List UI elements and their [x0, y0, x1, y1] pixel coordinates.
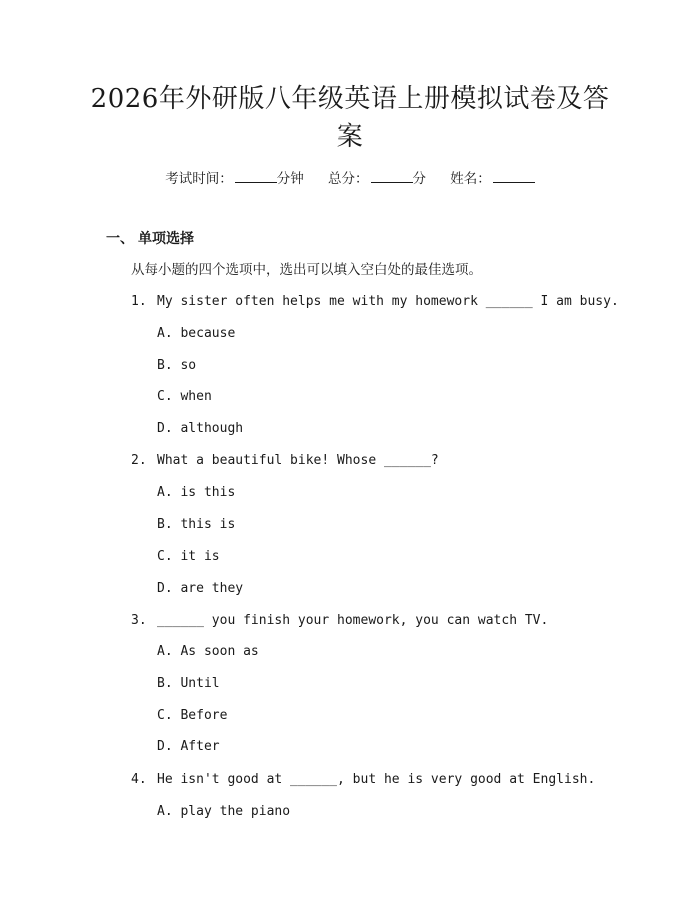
- exam-info-line: [0, 168, 700, 189]
- option-3c: C. Before: [157, 708, 228, 723]
- student-name-blank: [493, 168, 535, 183]
- total-score-label: 总分：: [328, 171, 369, 187]
- page-title: 2026年外研版八年级英语上册模拟试卷及答案: [90, 84, 610, 152]
- option-3a: A. As soon as: [157, 644, 259, 659]
- option-2c: C. it is: [157, 549, 220, 564]
- option-1c: C. when: [157, 389, 212, 404]
- question-text: ______ you finish your homework, you can watch TV.: [157, 613, 549, 628]
- option-2b: B. this is: [157, 517, 236, 532]
- section-title: 单项选择: [138, 231, 194, 247]
- option-3b: B. Until: [157, 676, 220, 691]
- exam-time-label: 考试时间：: [165, 171, 233, 187]
- section-number: 一、: [106, 231, 134, 247]
- exam-time-blank: [235, 168, 277, 183]
- question-number: 3.: [131, 613, 147, 628]
- option-2a: A. is this: [157, 485, 236, 500]
- option-3d: D. After: [157, 739, 220, 754]
- exam-time-field: [165, 168, 304, 189]
- option-2d: D. are they: [157, 581, 244, 596]
- student-name-label: 姓名：: [450, 171, 491, 187]
- question-text: What a beautiful bike! Whose ______?: [157, 453, 439, 468]
- question-number: 4.: [131, 772, 147, 787]
- total-score-field: [328, 168, 426, 189]
- option-1b: B. so: [157, 358, 197, 373]
- option-1d: D. although: [157, 421, 244, 436]
- total-score-unit: 分: [412, 171, 426, 187]
- total-score-blank: [371, 168, 413, 183]
- section-heading: [106, 229, 194, 249]
- option-4a: A. play the piano: [157, 804, 291, 819]
- exam-time-unit: 分钟: [276, 171, 304, 187]
- student-name-field: [450, 168, 535, 189]
- question-number: 1.: [131, 294, 147, 309]
- question-number: 2.: [131, 453, 147, 468]
- question-text: He isn't good at ______, but he is very good at English.: [157, 772, 596, 787]
- option-1a: A. because: [157, 326, 236, 341]
- question-text: My sister often helps me with my homework ______ I am busy.: [157, 294, 619, 309]
- section-instruction: 从每小题的四个选项中，选出可以填入空白处的最佳选项。: [131, 262, 482, 278]
